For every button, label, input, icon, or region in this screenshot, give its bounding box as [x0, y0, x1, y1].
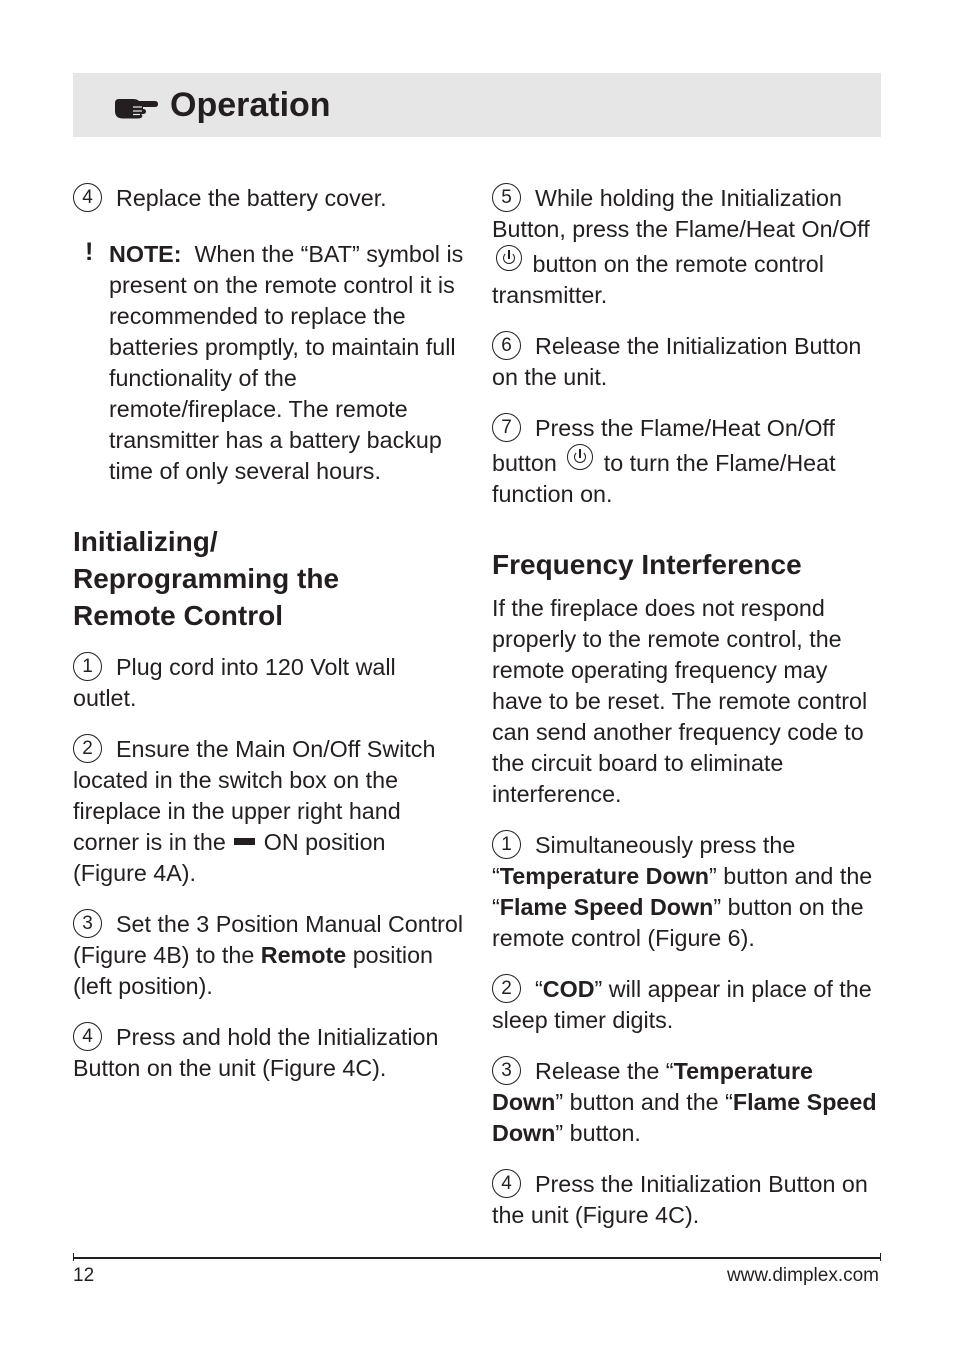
step-text: ” button and the “ [555, 1089, 733, 1115]
step-text: “ [535, 976, 543, 1002]
heading-line: Reprogramming the [73, 563, 340, 594]
step-text: ” will appear in place of the sleep timer digits. [492, 976, 872, 1033]
step-number: 4 [73, 183, 102, 212]
section-heading-initializing [73, 523, 465, 634]
step-replace-cover [73, 183, 465, 214]
page-number: 12 [73, 1265, 95, 1286]
section-heading-frequency: Frequency Interference [492, 549, 802, 580]
heading-line: Remote Control [73, 600, 283, 631]
note-text [109, 239, 465, 487]
step-text: Set the 3 Position Manual Control (Figure 4B) to the [73, 911, 464, 968]
right-column [492, 183, 884, 1251]
step-number: 3 [73, 909, 102, 938]
step-number: 2 [73, 734, 102, 763]
step-text: ” button and the “ [492, 863, 873, 920]
step-text: Simultaneously press the “ [492, 832, 796, 889]
footer-rule [73, 1257, 881, 1259]
step-text: to turn the Flame/Heat function on. [492, 450, 836, 507]
step-text: ” button. [555, 1120, 641, 1146]
switch-on-symbol-icon [234, 838, 255, 845]
step-number: 1 [492, 830, 521, 859]
freq-step-cod [492, 974, 884, 1036]
step-number: 2 [492, 974, 521, 1003]
step-text: Plug cord into 120 Volt wall outlet. [73, 654, 396, 711]
note-box [73, 239, 465, 487]
step-number: 4 [492, 1169, 521, 1198]
step-bold: Temperature Down [499, 863, 710, 889]
step-number: 3 [492, 1056, 521, 1085]
step-bold: Remote [260, 942, 347, 968]
step-bold: Temperature Down [492, 1058, 813, 1115]
step-text: While holding the Initialization Button, press the Flame/Heat On/Off [492, 185, 870, 242]
freq-step-simultaneous [492, 830, 884, 954]
step-number: 1 [73, 652, 102, 681]
exclamation-icon: ! [85, 238, 94, 266]
note-body: When the “BAT” symbol is present on the remote control it is recommended to replace the batteries promptly, to maintain full functionality of the remote/fireplace. The remote transmitter has a battery backup time of only several hours. [109, 241, 464, 484]
step-text: Press and hold the Initialization Button on the unit (Figure 4C). [73, 1024, 439, 1081]
pointing-hand-icon [113, 95, 159, 119]
note-label: NOTE: [109, 241, 182, 267]
freq-step-init-button [492, 1169, 884, 1231]
step-bold: Flame Speed Down [492, 1089, 877, 1146]
step-text: button on the remote control transmitter. [492, 251, 824, 308]
step-text: Release the Initialization Button on the unit. [492, 333, 862, 390]
step-flame-heat-on [492, 413, 884, 510]
step-bold: Flame Speed Down [499, 894, 714, 920]
step-bold: COD [542, 976, 595, 1002]
footer-rule-tick [73, 1253, 74, 1261]
step-press-hold [73, 1022, 465, 1084]
step-press-flame-heat [492, 183, 884, 311]
step-manual-control [73, 909, 465, 1002]
power-button-icon [567, 444, 593, 470]
step-text: position (left position). [73, 942, 434, 999]
section-header [73, 73, 881, 137]
step-text: ” button on the remote control (Figure 6). [492, 894, 864, 951]
step-number: 6 [492, 331, 521, 360]
step-text: Release the “ [535, 1058, 674, 1084]
power-button-icon [496, 245, 522, 271]
step-text: Press the Initialization Button on the unit (Figure 4C). [492, 1171, 868, 1228]
step-text: Replace the battery cover. [116, 185, 387, 211]
left-column [73, 183, 465, 1104]
page-title: Operation [170, 86, 331, 124]
step-text: Ensure the Main On/Off Switch located in the switch box on the fireplace in the upper right hand corner is in the [73, 736, 436, 855]
frequency-intro: If the fireplace does not respond properly to the remote control, the remote operating frequency may have to be reset. The remote control can send another frequency code to the circuit board to eliminate interference. [492, 595, 868, 807]
step-number: 7 [492, 413, 521, 442]
step-plug-cord [73, 652, 465, 714]
website-url: www.dimplex.com [726, 1265, 879, 1286]
step-text: ON position (Figure 4A). [73, 829, 386, 886]
step-text: Press the Flame/Heat On/Off button [492, 415, 835, 476]
step-number: 4 [73, 1022, 102, 1051]
step-number: 5 [492, 183, 521, 212]
footer-rule-tick [880, 1253, 881, 1261]
step-main-switch [73, 734, 465, 889]
heading-line: Initializing/ [73, 526, 218, 557]
freq-step-release [492, 1056, 884, 1149]
step-release-init [492, 331, 884, 393]
